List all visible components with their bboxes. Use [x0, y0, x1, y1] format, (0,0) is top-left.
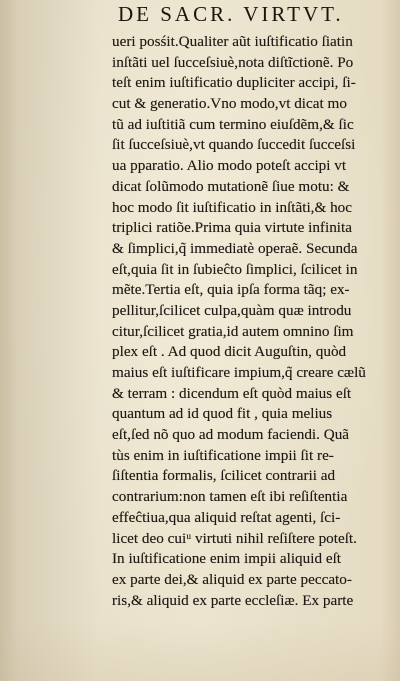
text-line: ſiſtentia formalis, ſcilicet contrarii ad — [112, 467, 336, 485]
body-text — [112, 32, 390, 611]
text-line: ris,& aliquid ex parte eccleſiæ. Ex parte — [112, 591, 354, 609]
text-line: inſtãti uel ſucceſsiuè,nota diſtĩctionẽ. Po — [112, 53, 354, 71]
text-line: cut & generatio.Vno modo,vt dicat mo — [112, 95, 347, 113]
text-line: ex parte dei,& aliquid ex parte peccato- — [112, 570, 352, 588]
text-line: hoc modo ſit iuſtificatio in inſtãti,& hoc — [112, 198, 353, 216]
text-line: ſit ſucceſsiuè,vt quando ſuccedit ſucceſsi — [112, 136, 356, 154]
text-line: contrarium:non tamen eſt ibi reſiſtentia — [112, 488, 348, 506]
text-line: teſt enim iuſtificatio dupliciter accipi, ſi- — [112, 74, 356, 92]
text-line: eſt,quia ſit in ſubieĉto ſimplici, ſcilicet in — [112, 260, 358, 278]
text-line: & terram : dicendum eſt quòd maius eſt — [112, 384, 352, 402]
text-line: plex eſt . Ad quod dicit Auguſtin, quòd — [112, 343, 347, 361]
text-line: & ſimplici,q̃ immediatè operaẽ. Secunda — [112, 239, 358, 257]
text-line: dicat ſolũmodo mutationẽ ſiue motu: & — [112, 177, 350, 195]
text-line: In iuſtificatione enim impii aliquid eſt — [112, 550, 342, 568]
text-line: pellitur,ſcilicet culpa,quàm quæ introdu — [112, 301, 352, 319]
text-line: quantum ad id quod fit , quia melius — [112, 405, 333, 423]
text-line: ueri posśit.Qualiter aũt iuſtificatio ſiatin — [112, 33, 353, 50]
text-line: triplici ratiõe.Prima quia virtute infinita — [112, 219, 352, 237]
text-line: ua pparatio. Alio modo poteſt accipi vt — [112, 157, 347, 175]
text-line: effeĉtiua,qua aliquid reſtat agenti, ſci- — [112, 508, 341, 526]
gutter-shadow — [0, 0, 100, 681]
text-line: mẽte.Tertia eſt, quia ipſa forma tãq; ex- — [112, 281, 350, 299]
text-line: maius eſt iuſtificare impium,q̃ creare cælũ — [112, 364, 366, 381]
text-line: eſt,ſed nõ quo ad modum faciendi. Quã — [112, 426, 350, 444]
text-line: citur,ſcilicet gratia,id autem omnino ſim — [112, 322, 354, 340]
running-head: DE SACR. VIRTVT. — [118, 2, 344, 26]
text-line: tùs enim in iuſtificatione impii ſit re- — [112, 446, 334, 464]
bottom-shadow — [0, 621, 400, 681]
text-line: licet deo cuiᵘ virtuti nihil reſiſtere poteſt. — [112, 529, 357, 547]
text-line: tũ ad iuſtitiã cum termino eiuſdẽm,& ſic — [112, 115, 354, 133]
